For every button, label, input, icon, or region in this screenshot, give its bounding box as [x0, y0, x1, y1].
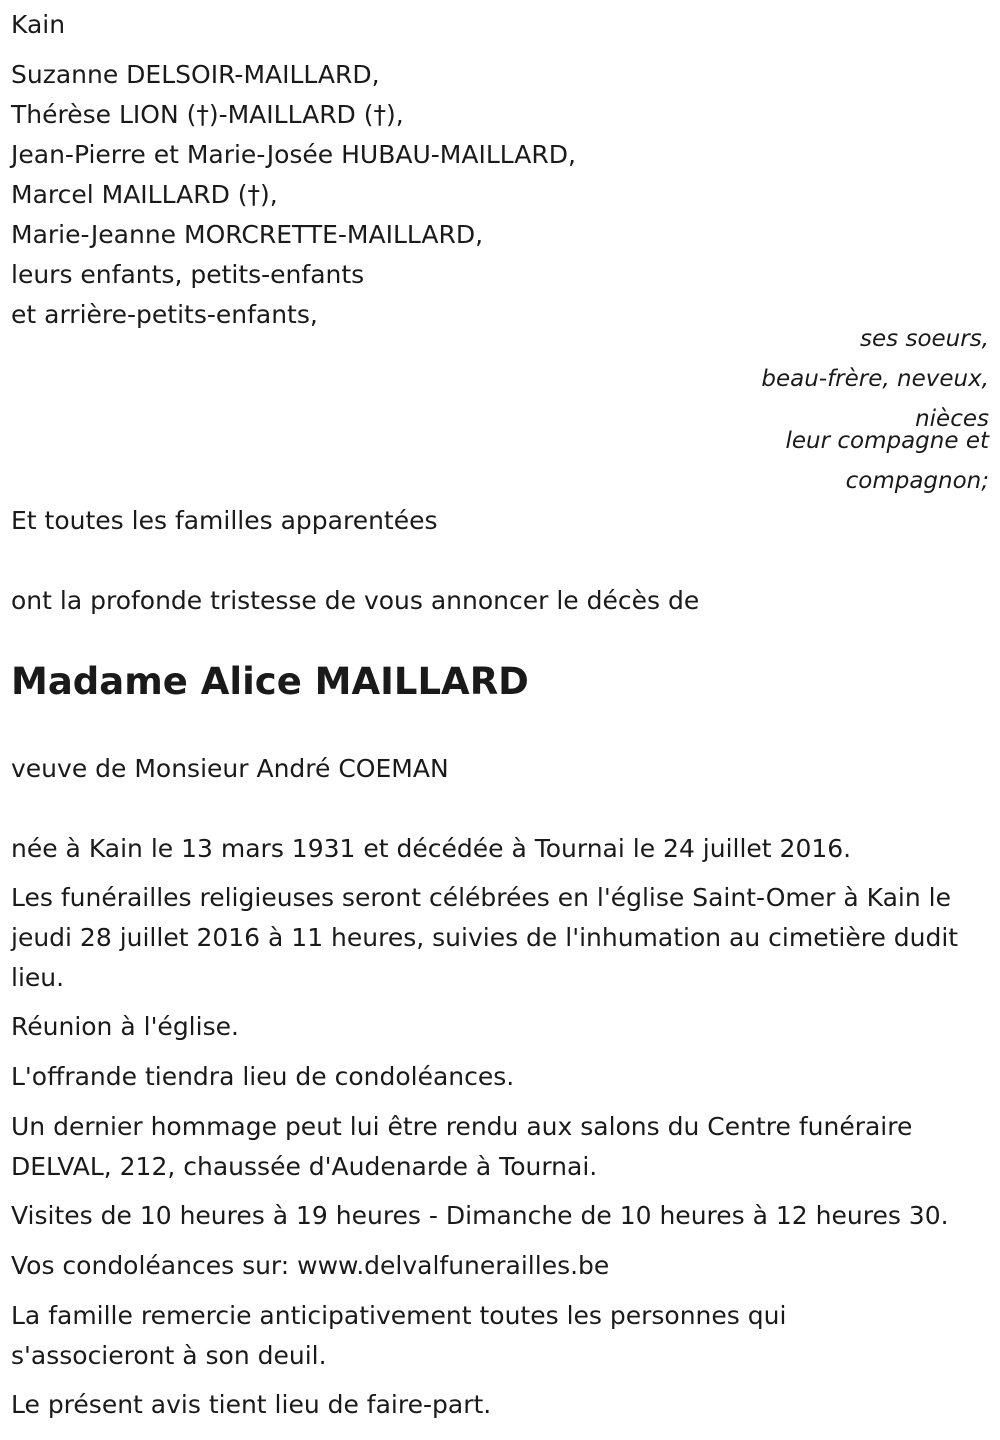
thanks: La famille remercie anticipativement toutes les personnes qui s'associeront à son deuil. [11, 1301, 787, 1370]
family-line-3: Jean-Pierre et Marie-Josée HUBAU-MAILLARD, [11, 140, 576, 169]
tribute: Un dernier hommage peut lui être rendu aux salons du Centre funéraire DELVAL, 212, chaussée d'Audenarde à Tournai. [11, 1112, 913, 1181]
family-line-7: et arrière-petits-enfants, [11, 300, 318, 329]
visits: Visites de 10 heures à 19 heures - Dimanche de 10 heures à 12 heures 30. [11, 1201, 949, 1230]
family-line-1: Suzanne DELSOIR-MAILLARD, [11, 60, 380, 89]
deceased-name: Madame Alice MAILLARD [11, 660, 529, 703]
right-line-2: beau-frère, neveux, [761, 366, 989, 392]
widow-of: veuve de Monsieur André COEMAN [11, 754, 449, 783]
condolences: Vos condoléances sur: www.delvalfunerailles.be [11, 1251, 610, 1280]
notice: Le présent avis tient lieu de faire-part. [11, 1390, 492, 1419]
funeral-details: Les funérailles religieuses seront célébrées en l'église Saint-Omer à Kain le jeudi 28 juillet 2016 à 11 heures, suivies de l'inhumation au cimetière dudit lieu. [11, 883, 959, 992]
right-line-3: nièces [915, 406, 989, 432]
birth-death: née à Kain le 13 mars 1931 et décédée à Tournai le 24 juillet 2016. [11, 834, 852, 863]
announcement: ont la profonde tristesse de vous annoncer le décès de [11, 586, 700, 615]
family-line-2: Thérèse LION (†)-MAILLARD (†), [11, 100, 404, 129]
family-line-4: Marcel MAILLARD (†), [11, 180, 278, 209]
meeting: Réunion à l'église. [11, 1012, 239, 1041]
related-families: Et toutes les familles apparentées [11, 506, 438, 535]
offering: L'offrande tiendra lieu de condoléances. [11, 1062, 515, 1091]
locality: Kain [11, 10, 66, 39]
family-line-5: Marie-Jeanne MORCRETTE-MAILLARD, [11, 220, 484, 249]
right-line-4: leur compagne et [785, 428, 989, 454]
family-line-6: leurs enfants, petits-enfants [11, 260, 365, 289]
right-line-5: compagnon; [845, 468, 989, 494]
right-line-1: ses soeurs, [860, 326, 989, 352]
